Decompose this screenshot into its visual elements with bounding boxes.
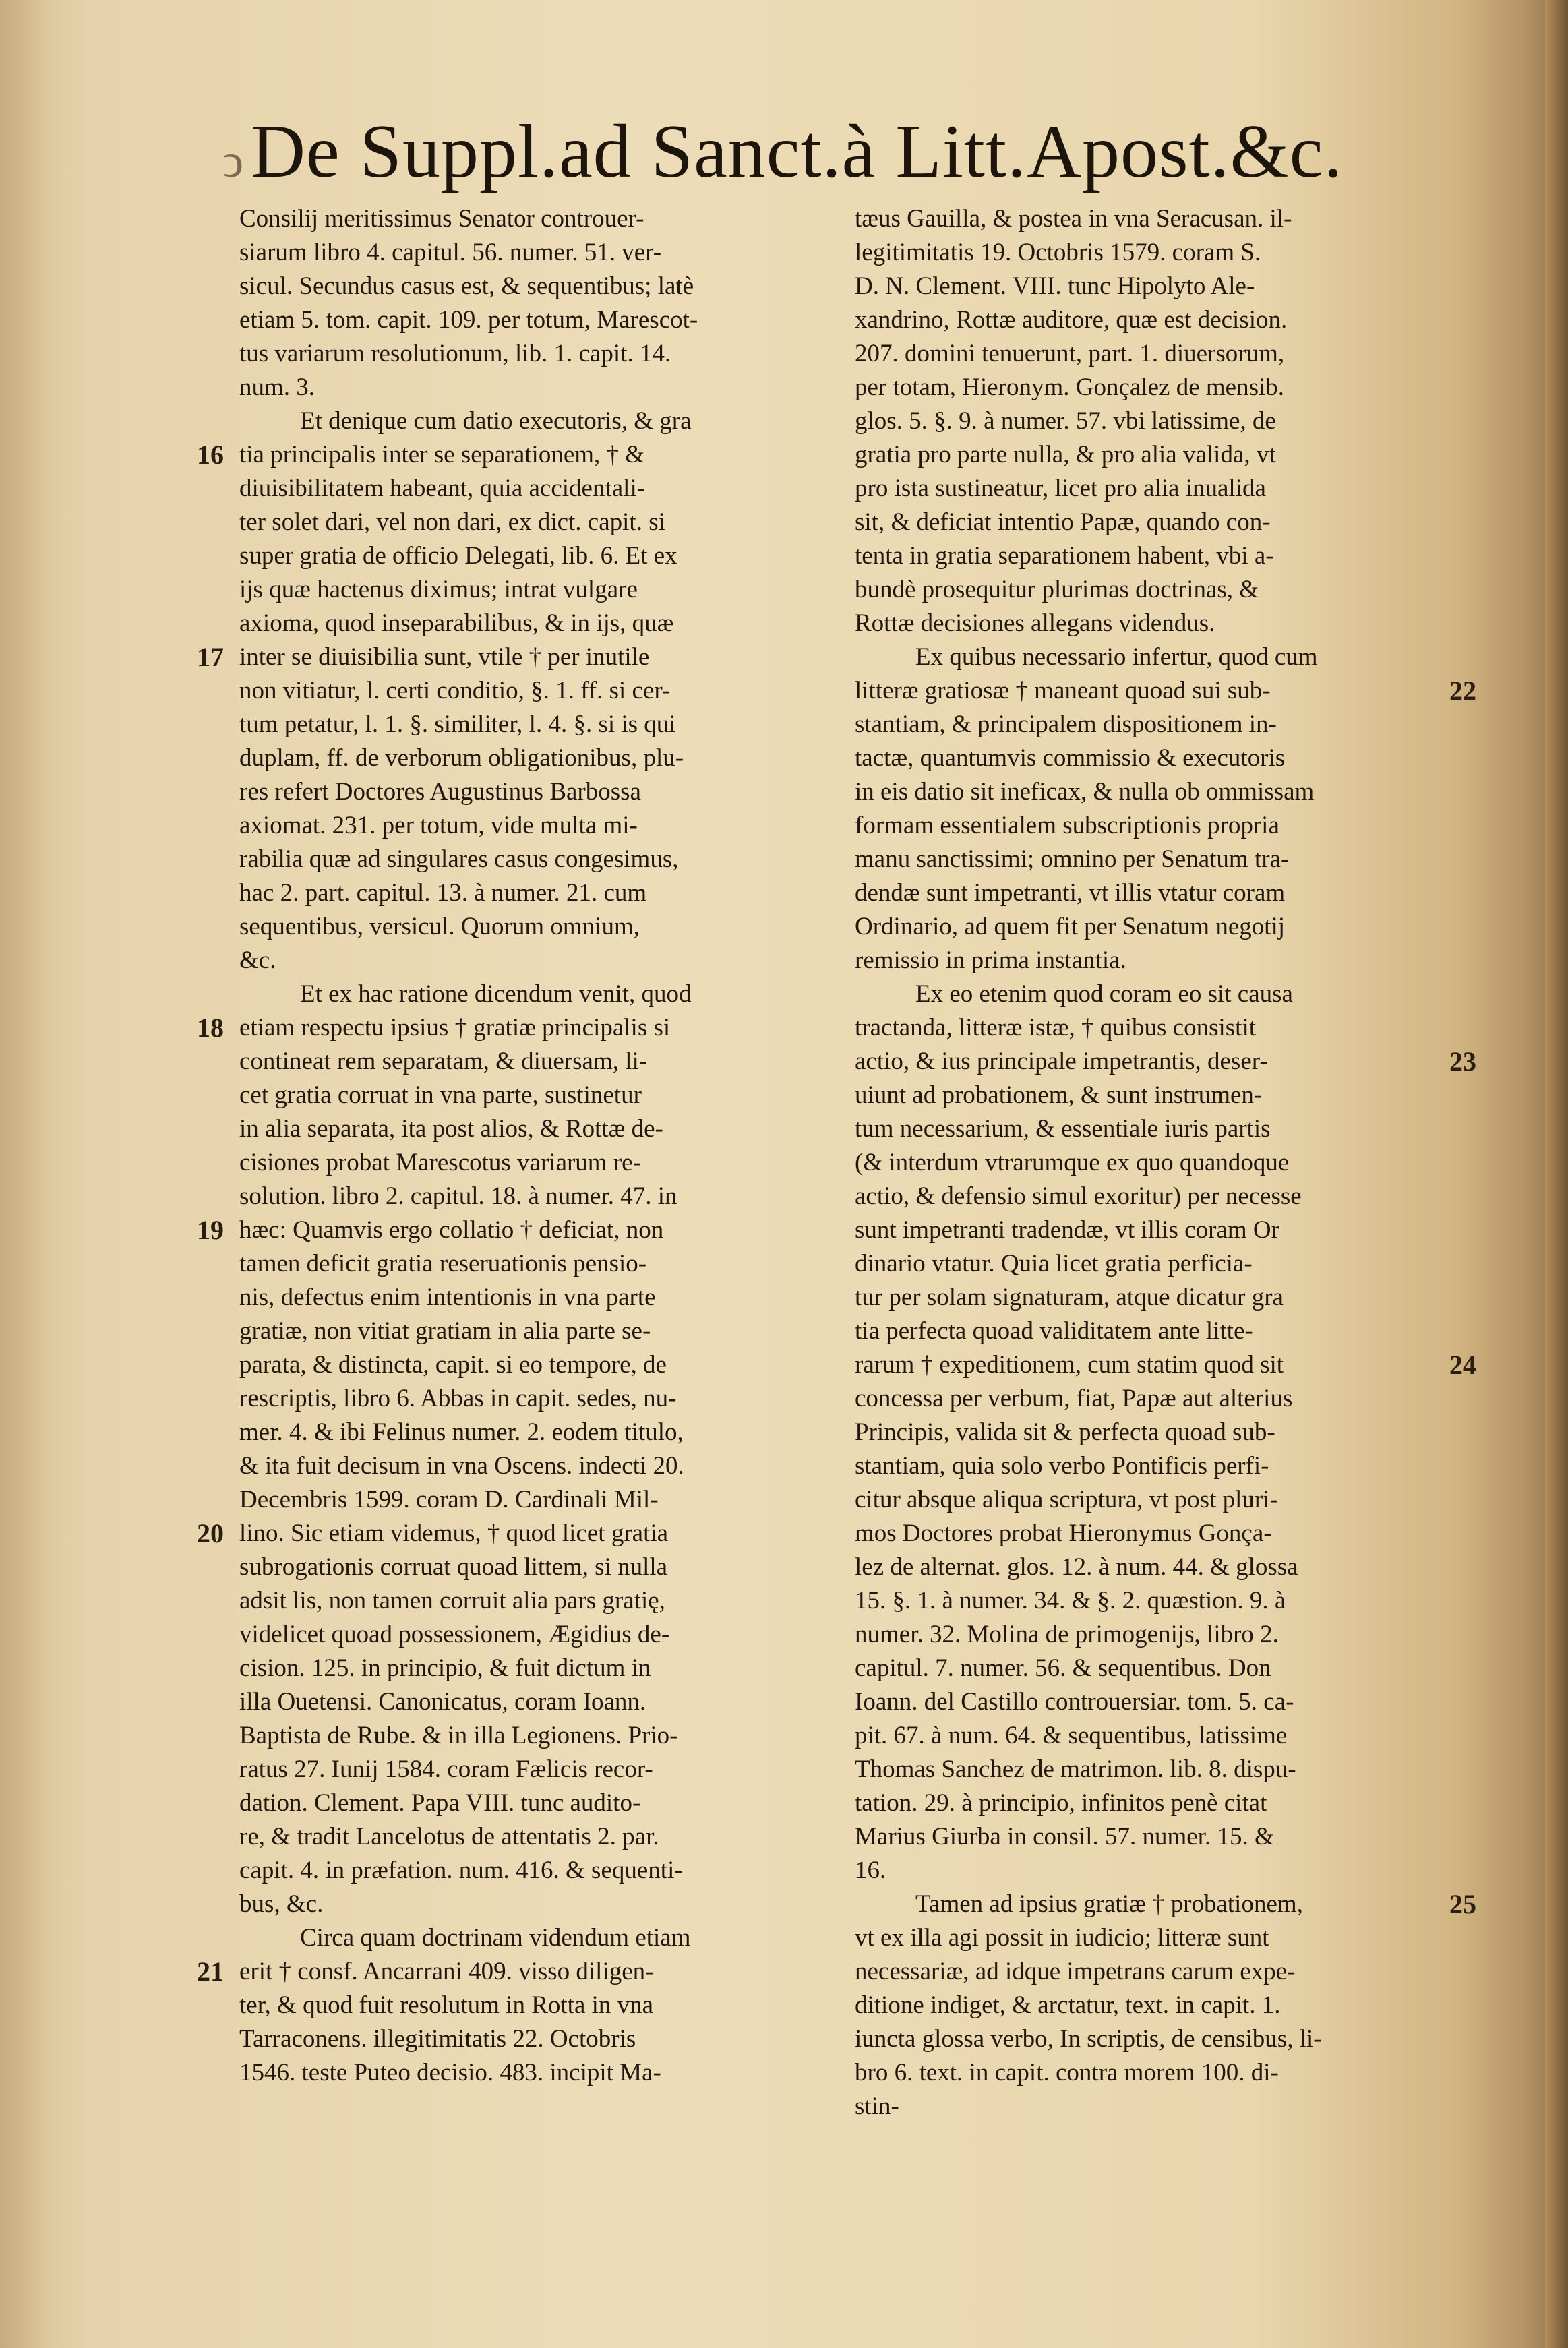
text-line: Circa quam doctrinam videndum etiam <box>300 1924 691 1952</box>
text-line: etiam respectu ipsius † gratiæ principalis si <box>239 1014 671 1042</box>
text-line: tia perfecta quoad validitatem ante litte- <box>855 1317 1253 1345</box>
text-line: per totam, Hieronym. Gonçalez de mensib. <box>855 373 1285 401</box>
text-line: iuncta glossa verbo, In scriptis, de censibus, li- <box>855 2025 1322 2053</box>
margin-paragraph-number: 21 <box>197 1956 224 1987</box>
text-line: super gratia de officio Delegati, lib. 6. Et ex <box>239 542 677 570</box>
text-line: Et denique cum datio executoris, & gra <box>300 407 692 435</box>
text-line: parata, & distincta, capit. si eo tempore, de <box>239 1351 667 1379</box>
text-line: ijs quæ hactenus diximus; intrat vulgare <box>239 576 638 603</box>
text-line: stantiam, quia solo verbo Pontificis perfi- <box>855 1452 1269 1480</box>
text-line: & ita fuit decisum in vna Oscens. indecti 20. <box>239 1452 684 1480</box>
text-line: in alia separata, ita post alios, & Rottæ de- <box>239 1115 663 1143</box>
text-line: Ex quibus necessario infertur, quod cum <box>915 643 1318 671</box>
text-line: bro 6. text. in capit. contra morem 100. di- <box>855 2059 1279 2086</box>
text-line: tus variarum resolutionum, lib. 1. capit. 14. <box>239 340 671 367</box>
text-line: duplam, ff. de verborum obligationibus, plu- <box>239 744 684 772</box>
text-line: citur absque aliqua scriptura, vt post pluri- <box>855 1486 1278 1513</box>
text-line: lez de alternat. glos. 12. à num. 44. & glossa <box>855 1553 1298 1581</box>
text-line: lino. Sic etiam videmus, † quod licet gratia <box>239 1519 669 1547</box>
text-line: gratiæ, non vitiat gratiam in alia parte se- <box>239 1317 651 1345</box>
text-line: non vitiatur, l. certi conditio, §. 1. ff. si cer- <box>239 677 671 704</box>
text-line: dendæ sunt impetranti, vt illis vtatur coram <box>855 879 1286 907</box>
text-line: tia principalis inter se separationem, † & <box>239 441 645 469</box>
text-line: remissio in prima instantia. <box>855 946 1126 974</box>
text-line: ratus 27. Iunij 1584. coram Fælicis recor- <box>239 1755 653 1783</box>
text-line: in eis datio sit ineficax, & nulla ob ommissam <box>855 778 1315 806</box>
text-line: hæc: Quamvis ergo collatio † deficiat, non <box>239 1216 664 1244</box>
text-line: uiunt ad probationem, & sunt instrumen- <box>855 1081 1263 1109</box>
text-line: Marius Giurba in consil. 57. numer. 15. & <box>855 1823 1274 1850</box>
text-line: manu sanctissimi; omnino per Senatum tra- <box>855 845 1290 873</box>
text-line: mer. 4. & ibi Felinus numer. 2. eodem titulo, <box>239 1418 684 1446</box>
text-line: illa Ouetensi. Canonicatus, coram Ioann. <box>239 1688 646 1716</box>
text-line: siarum libro 4. capitul. 56. numer. 51. ver- <box>239 239 662 266</box>
text-line: re, & tradit Lancelotus de attentatis 2. par. <box>239 1823 659 1850</box>
text-line: sicul. Secundus casus est, & sequentibus; latè <box>239 272 694 300</box>
text-line: contineat rem separatam, & diuersam, li- <box>239 1048 648 1075</box>
margin-paragraph-number: 16 <box>197 440 224 470</box>
text-line: erit † consf. Ancarrani 409. visso diligen- <box>239 1958 654 1985</box>
text-line: Ordinario, ad quem fit per Senatum negotij <box>855 913 1286 940</box>
text-line: sequentibus, versicul. Quorum omnium, <box>239 913 640 940</box>
text-line: Ex eo etenim quod coram eo sit causa <box>915 980 1293 1008</box>
text-line: glos. 5. §. 9. à numer. 57. vbi latissime, de <box>855 407 1276 435</box>
text-line: tactæ, quantumvis commissio & executoris <box>855 744 1286 772</box>
text-line: etiam 5. tom. capit. 109. per totum, Marescot- <box>239 306 698 334</box>
text-line: Tamen ad ipsius gratiæ † probationem, <box>915 1890 1303 1918</box>
header-ornament: ↄ <box>222 136 245 187</box>
running-header <box>222 101 1422 202</box>
text-line: actio, & ius principale impetrantis, deser- <box>855 1048 1268 1075</box>
text-line: rarum † expeditionem, cum statim quod sit <box>855 1351 1284 1379</box>
text-line: rescriptis, libro 6. Abbas in capit. sedes, nu- <box>239 1385 677 1412</box>
text-line: 1546. teste Puteo decisio. 483. incipit Ma- <box>239 2059 661 2086</box>
text-line: cet gratia corruat in vna parte, sustinetur <box>239 1081 642 1109</box>
text-line: ter, & quod fuit resolutum in Rotta in vna <box>239 1991 654 2019</box>
header-title: De Suppl.ad Sanct.à Litt.Apost.&c. <box>251 110 1344 193</box>
text-line: D. N. Clement. VIII. tunc Hipolyto Ale- <box>855 272 1255 300</box>
text-line: concessa per verbum, fiat, Papæ aut alterius <box>855 1385 1293 1412</box>
text-line: stantiam, & principalem dispositionem in- <box>855 711 1277 738</box>
text-line: sit, & deficiat intentio Papæ, quando con- <box>855 508 1271 536</box>
margin-paragraph-number: 23 <box>1449 1046 1476 1077</box>
text-line: tæus Gauilla, & postea in vna Seracusan. il- <box>855 205 1292 233</box>
text-line: hac 2. part. capitul. 13. à numer. 21. cum <box>239 879 647 907</box>
text-line: 15. §. 1. à numer. 34. & §. 2. quæstion. 9. à <box>855 1587 1286 1615</box>
text-line: cisiones probat Marescotus variarum re- <box>239 1149 641 1176</box>
text-line: inter se diuisibilia sunt, vtile † per inutile <box>239 643 650 671</box>
text-line: Thomas Sanchez de matrimon. lib. 8. dispu- <box>855 1755 1296 1783</box>
text-line: num. 3. <box>239 373 315 401</box>
text-line: tum petatur, l. 1. §. similiter, l. 4. §. si is qui <box>239 711 676 738</box>
text-line: actio, & defensio simul exoritur) per necesse <box>855 1182 1302 1210</box>
text-line: pit. 67. à num. 64. & sequentibus, latissime <box>855 1722 1288 1749</box>
text-line: gratia pro parte nulla, & pro alia valida, vt <box>855 441 1276 469</box>
text-line: axioma, quod inseparabilibus, & in ijs, quæ <box>239 609 674 637</box>
text-line: sunt impetranti tradendæ, vt illis coram Or <box>855 1216 1279 1244</box>
text-line: pro ista sustineatur, licet pro alia inualida <box>855 475 1266 502</box>
right-text-column <box>855 202 1441 2124</box>
text-line: nis, defectus enim intentionis in vna parte <box>239 1284 656 1311</box>
text-line: capitul. 7. numer. 56. & sequentibus. Don <box>855 1654 1271 1682</box>
text-line: Ioann. del Castillo controuersiar. tom. 5. ca- <box>855 1688 1294 1716</box>
margin-paragraph-number: 22 <box>1449 675 1476 706</box>
text-line: ditione indiget, & arctatur, text. in capit. 1. <box>855 1991 1281 2019</box>
margin-paragraph-number: 19 <box>197 1215 224 1245</box>
text-line: res refert Doctores Augustinus Barbossa <box>239 778 641 806</box>
text-line: mos Doctores probat Hieronymus Gonça- <box>855 1519 1272 1547</box>
text-line: Et ex hac ratione dicendum venit, quod <box>300 980 692 1008</box>
text-line: adsit lis, non tamen corruit alia pars gratię, <box>239 1587 665 1615</box>
text-line: capit. 4. in præfation. num. 416. & sequenti- <box>239 1857 683 1884</box>
text-line: tamen deficit gratia reseruationis pensio- <box>239 1250 647 1277</box>
text-line: diuisibilitatem habeant, quia accidentali- <box>239 475 646 502</box>
text-line: dation. Clement. Papa VIII. tunc audito- <box>239 1789 641 1817</box>
text-line: subrogationis corruat quoad littem, si nulla <box>239 1553 668 1581</box>
text-line: stin- <box>855 2093 899 2120</box>
text-line: Principis, valida sit & perfecta quoad sub- <box>855 1418 1275 1446</box>
text-line: solution. libro 2. capitul. 18. à numer. 47. in <box>239 1182 677 1210</box>
text-line: vt ex illa agi possit in iudicio; litteræ sunt <box>855 1924 1269 1952</box>
text-line: tation. 29. à principio, infinitos penè citat <box>855 1789 1267 1817</box>
text-line: xandrino, Rottæ auditore, quæ est decision. <box>855 306 1288 334</box>
text-line: tractanda, litteræ istæ, † quibus consistit <box>855 1014 1257 1042</box>
margin-paragraph-number: 20 <box>197 1518 224 1548</box>
text-line: ter solet dari, vel non dari, ex dict. capit. si <box>239 508 665 536</box>
page-edge-stain <box>0 0 54 2348</box>
text-line: 16. <box>855 1857 886 1884</box>
margin-paragraph-number: 25 <box>1449 1889 1476 1919</box>
text-line: dinario vtatur. Quia licet gratia perficia- <box>855 1250 1253 1277</box>
text-line: Tarraconens. illegitimitatis 22. Octobris <box>239 2025 636 2053</box>
text-line: numer. 32. Molina de primogenijs, libro 2. <box>855 1621 1279 1648</box>
text-line: Decembris 1599. coram D. Cardinali Mil- <box>239 1486 659 1513</box>
text-line: Consilij meritissimus Senator controuer- <box>239 205 644 233</box>
text-line: Baptista de Rube. & in illa Legionens. Prio- <box>239 1722 678 1749</box>
text-line: axiomat. 231. per totum, vide multa mi- <box>239 812 638 839</box>
text-line: legitimitatis 19. Octobris 1579. coram S. <box>855 239 1261 266</box>
text-line: (& interdum vtrarumque ex quo quandoque <box>855 1149 1290 1176</box>
text-line: cision. 125. in principio, & fuit dictum in <box>239 1654 651 1682</box>
text-line: videlicet quoad possessionem, Ægidius de- <box>239 1621 670 1648</box>
text-line: formam essentialem subscriptionis propria <box>855 812 1279 839</box>
margin-paragraph-number: 17 <box>197 642 224 672</box>
text-line: rabilia quæ ad singulares casus congesimus, <box>239 845 679 873</box>
binding-gutter <box>1545 0 1568 2348</box>
text-line: &c. <box>239 946 276 974</box>
text-line: necessariæ, ad idque impetrans carum expe- <box>855 1958 1296 1985</box>
text-line: bus, &c. <box>239 1890 324 1918</box>
margin-paragraph-number: 24 <box>1449 1350 1476 1380</box>
text-line: litteræ gratiosæ † maneant quoad sui sub- <box>855 677 1271 704</box>
text-line: Rottæ decisiones allegans videndus. <box>855 609 1215 637</box>
left-text-column <box>239 202 812 2090</box>
text-line: tum necessarium, & essentiale iuris partis <box>855 1115 1271 1143</box>
text-line: tur per solam signaturam, atque dicatur gra <box>855 1284 1284 1311</box>
text-line: bundè prosequitur plurimas doctrinas, & <box>855 576 1259 603</box>
text-line: 207. domini tenuerunt, part. 1. diuersorum, <box>855 340 1285 367</box>
text-line: tenta in gratia separationem habent, vbi a- <box>855 542 1274 570</box>
margin-paragraph-number: 18 <box>197 1013 224 1043</box>
